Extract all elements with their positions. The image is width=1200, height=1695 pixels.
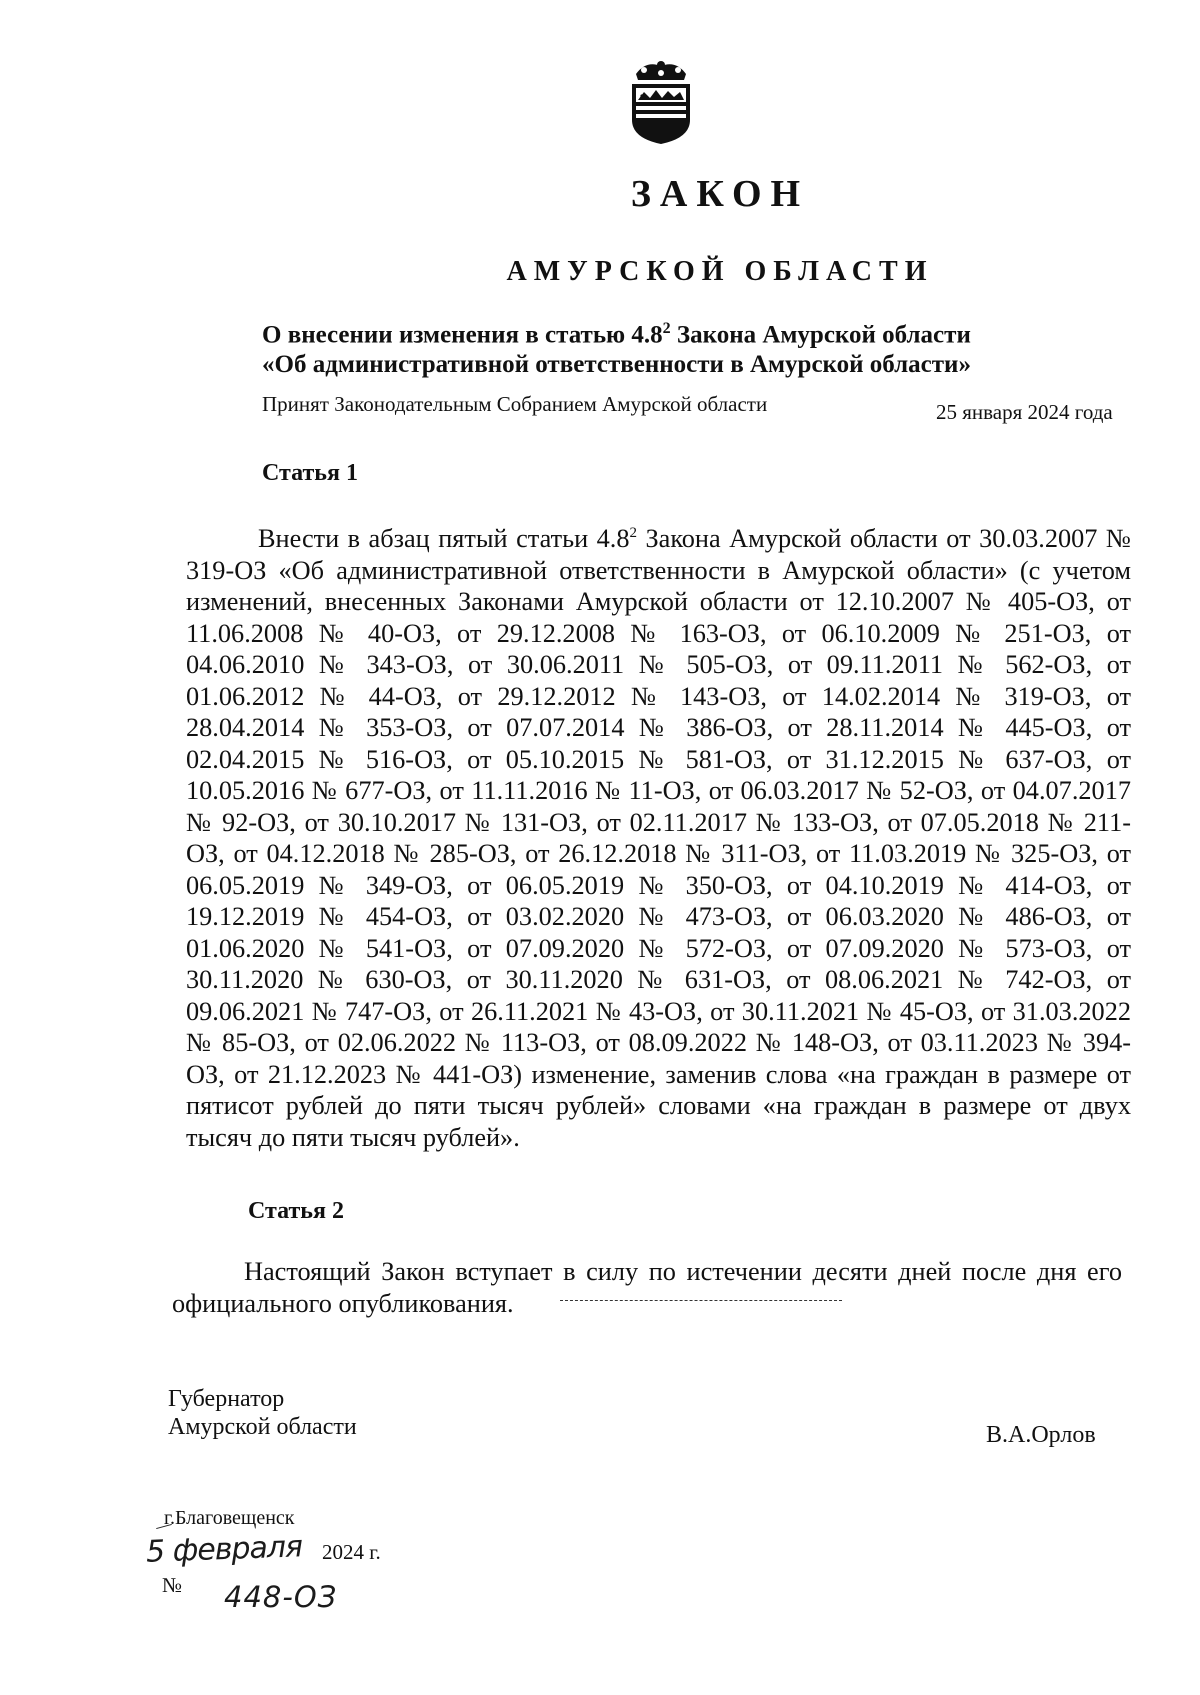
article-1-text bbox=[186, 523, 1131, 1153]
number-label: № bbox=[162, 1573, 183, 1597]
signer-position bbox=[168, 1385, 357, 1441]
signer-position-line1: Губернатор bbox=[168, 1386, 285, 1412]
article-1-superscript: 2 bbox=[629, 525, 638, 542]
subject-line1-start: О внесении изменения в статью 4.8 bbox=[262, 321, 663, 349]
subject-superscript: 2 bbox=[662, 320, 671, 337]
region-title: АМУРСКОЙ ОБЛАСТИ bbox=[506, 256, 934, 287]
article-2-heading: Статья 2 bbox=[248, 1198, 344, 1224]
handwritten-date: 5 февраля bbox=[145, 1529, 303, 1570]
printed-year: 2024 г. bbox=[322, 1540, 381, 1564]
place-of-signing: г.Благовещенск bbox=[164, 1507, 295, 1529]
article-1-text-start: Внести в абзац пятый статьи 4.8 bbox=[258, 524, 630, 553]
article-1-text-rest: Закона Амурской области от 30.03.2007 № 319-ОЗ «Об административной ответственности в Амурской области» (с учетом изменений, внесенных Законами Амурской области от 12.10.2007 № 405-ОЗ, от 11.06.2008 № 40-ОЗ, от 29.12.2008 № 163-ОЗ, от 06.10.2009 № 251-ОЗ, от 04.06.2010 № 343-ОЗ, от 30.06.2011 № 505-ОЗ, от 09.11.2011 № 562-ОЗ, от 01.06.2012 № 44-ОЗ, от 29.12.2012 № 143-ОЗ, от 14.02.2014 № 319-ОЗ, от 28.04.2014 № 353-ОЗ, от 07.07.2014 № 386-ОЗ, от 28.11.2014 № 445-ОЗ, от 02.04.2015 № 516-ОЗ, от 05.10.2015 № 581-ОЗ, от 31.12.2015 № 637-ОЗ, от 10.05.2016 № 677-ОЗ, от 11.11.2016 № 11-ОЗ, от 06.03.2017 № 52-ОЗ, от 04.07.2017 № 92-ОЗ, от 30.10.2017 № 131-ОЗ, от 02.11.2017 № 133-ОЗ, от 07.05.2018 № 211-ОЗ, от 04.12.2018 № 285-ОЗ, от 26.12.2018 № 311-ОЗ, от 11.03.2019 № 325-ОЗ, от 06.05.2019 № 349-ОЗ, от 06.05.2019 № 350-ОЗ, от 04.10.2019 № 414-ОЗ, от 19.12.2019 № 454-ОЗ, от 03.02.2020 № 473-ОЗ, от 06.03.2020 № 486-ОЗ, от 01.06.2020 № 541-ОЗ, от 07.09.2020 № 572-ОЗ, от 07.09.2020 № 573-ОЗ, от 30.11.2020 № 630-ОЗ, от 30.11.2020 № 631-ОЗ, от 08.06.2021 № 742-ОЗ, от 09.06.2021 № 747-ОЗ, от 26.11.2021 № 43-ОЗ, от 30.11.2021 № 45-ОЗ, от 31.03.2022 № 85-ОЗ, от 02.06.2022 № 113-ОЗ, от 08.09.2022 № 148-ОЗ, от 03.11.2023 № 394-ОЗ, от 21.12.2023 № 441-ОЗ) изменение, заменив слова «на граждан в размере от пятисот рублей до пяти тысяч рублей» словами «на граждан в размере от двух тысяч до пяти тысяч рублей». bbox=[186, 524, 1131, 1152]
subject-line1-end: Закона Амурской области bbox=[670, 321, 971, 349]
article-2-paragraph: Настоящий Закон вступает в силу по истечении десяти дней после дня его официального опубликования. bbox=[172, 1257, 1122, 1318]
handwritten-law-number: 448-ОЗ bbox=[224, 1580, 338, 1614]
article-2-text bbox=[172, 1256, 1122, 1319]
coat-of-arms-icon bbox=[624, 56, 698, 146]
pen-underline bbox=[560, 1300, 842, 1301]
subject-line2: «Об административной ответственности в Амурской области» bbox=[262, 351, 971, 379]
article-1-heading: Статья 1 bbox=[262, 460, 358, 486]
adoption-date: 25 января 2024 года bbox=[936, 400, 1113, 424]
signer-name: В.А.Орлов bbox=[986, 1422, 1096, 1448]
adoption-statement: Принят Законодательным Собранием Амурской области bbox=[262, 392, 768, 416]
signer-position-line2: Амурской области bbox=[168, 1414, 357, 1440]
law-title: ЗАКОН bbox=[630, 173, 810, 215]
law-subject bbox=[262, 314, 971, 380]
